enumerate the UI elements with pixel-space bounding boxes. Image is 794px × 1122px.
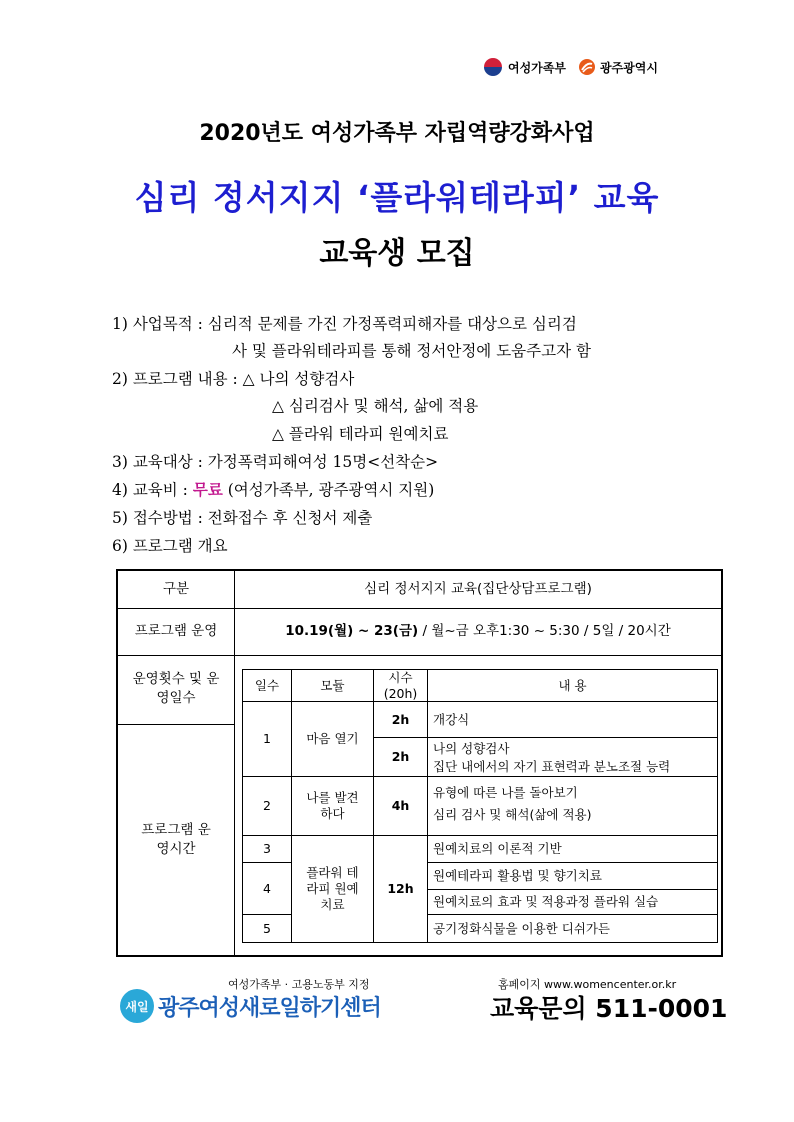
content-line: 개강식 bbox=[433, 711, 470, 727]
item-purpose: 1) 사업목적 : 심리적 문제를 가진 가정폭력피해자를 대상으로 심리검 bbox=[112, 315, 577, 333]
operation-dates: 10.19(월) ~ 23(금) bbox=[285, 623, 419, 639]
fee-suffix: (여성가족부, 광주광역시 지원) bbox=[222, 481, 435, 499]
content-line: 유형에 따른 나를 돌아보기 bbox=[433, 785, 578, 800]
designation-text: 여성가족부 · 고용노동부 지정 bbox=[228, 978, 370, 991]
header-category: 구분 bbox=[162, 581, 190, 597]
page-subtitle: 교육생 모집 bbox=[319, 236, 475, 271]
item-program-3: △ 플라워 테라피 원예치료 bbox=[272, 425, 449, 443]
item-overview: 6) 프로그램 개요 bbox=[112, 537, 228, 555]
subheading: 2020년도 여성가족부 자립역량강화사업 bbox=[199, 121, 595, 146]
item-fee bbox=[112, 480, 434, 500]
fee-free: 무료 bbox=[192, 481, 223, 499]
row-time-label: 프로그램 운영시간 bbox=[141, 822, 211, 857]
day-number: 4 bbox=[263, 880, 271, 896]
program-table bbox=[116, 569, 723, 957]
taegeuk-emblem-icon bbox=[484, 58, 502, 76]
gwangju-emblem-icon bbox=[578, 58, 596, 76]
saeil-badge-icon: 새일 bbox=[120, 989, 154, 1023]
table-rule bbox=[118, 724, 234, 725]
col-content: 내 용 bbox=[558, 677, 587, 693]
table-rule bbox=[118, 655, 721, 656]
module-hours: 12h bbox=[387, 881, 414, 896]
module-hours: 2h bbox=[391, 749, 410, 764]
content-line: 심리 검사 및 해석(삶에 적용) bbox=[433, 807, 592, 822]
partner-logos bbox=[484, 58, 658, 76]
item-program: 2) 프로그램 내용 : △ 나의 성향검사 bbox=[112, 370, 355, 388]
row-count-label: 운영횟수 및 운영일수 bbox=[132, 671, 220, 706]
operation-detail: / 월~금 오후1:30 ~ 5:30 / 5일 / 20시간 bbox=[418, 623, 671, 639]
module-name: 마음 열기 bbox=[306, 731, 359, 746]
module-name: 플라워 테라피 원예치료 bbox=[306, 865, 359, 912]
row-operation-label: 프로그램 운영 bbox=[134, 623, 218, 639]
day-number: 3 bbox=[263, 841, 271, 856]
col-module: 모듈 bbox=[320, 677, 345, 693]
item-target: 3) 교육대상 : 가정폭력피해여성 15명<선착순> bbox=[112, 453, 439, 471]
center-name: 광주여성새로일하기센터 bbox=[158, 995, 381, 1021]
schedule-table bbox=[242, 669, 718, 943]
city-name: 광주광역시 bbox=[599, 60, 658, 75]
ministry-name: 여성가족부 bbox=[508, 60, 566, 75]
col-day: 일수 bbox=[254, 677, 280, 693]
content-line: 집단 내에서의 자기 표현력과 분노조절 능력 bbox=[433, 758, 671, 774]
module-hours: 2h bbox=[391, 711, 410, 727]
fee-prefix: 4) 교육비 : bbox=[112, 481, 193, 499]
content-line: 나의 성향검사 bbox=[433, 741, 510, 756]
module-name: 나를 발견하다 bbox=[306, 790, 359, 821]
col-hours: 시수 (20h) bbox=[383, 669, 418, 701]
row-operation-value bbox=[235, 622, 721, 641]
center-logo bbox=[120, 989, 381, 1023]
item-apply: 5) 접수방법 : 전화접수 후 신청서 제출 bbox=[112, 509, 373, 527]
contact-phone: 교육문의 511-0001 bbox=[490, 994, 728, 1023]
day-number: 1 bbox=[263, 731, 271, 746]
homepage-text[interactable]: 홈페이지 www.womencenter.or.kr bbox=[498, 978, 677, 991]
content-line: 공기정화식물을 이용한 디쉬가든 bbox=[433, 920, 610, 936]
table-rule bbox=[118, 608, 721, 609]
day-number: 2 bbox=[263, 798, 271, 813]
header-program: 심리 정서지지 교육(집단상담프로그램) bbox=[364, 581, 592, 597]
content-line: 원예치료의 효과 및 적용과정 플라워 실습 bbox=[433, 894, 659, 909]
content-line: 원예테라피 활용법 및 향기치료 bbox=[433, 868, 602, 883]
module-hours: 4h bbox=[391, 798, 410, 813]
item-purpose-cont: 사 및 플라워테라피를 통해 정서안정에 도움주고자 함 bbox=[232, 342, 591, 360]
item-program-2: △ 심리검사 및 해석, 삶에 적용 bbox=[272, 397, 479, 415]
page-title: 심리 정서지지 ‘플라워테라피’ 교육 bbox=[134, 178, 660, 217]
content-line: 원예치료의 이론적 기반 bbox=[433, 841, 562, 856]
day-number: 5 bbox=[263, 920, 271, 936]
